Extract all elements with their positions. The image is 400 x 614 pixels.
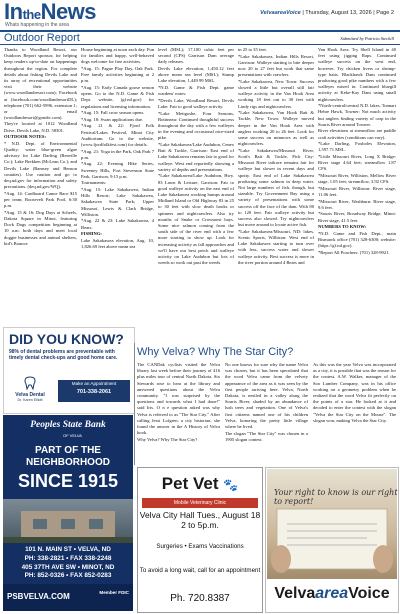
paragraph: Why Velva? Why The Star City?	[137, 436, 198, 442]
paragraph: *Aug. 15: Fall crow season opens.	[81, 110, 145, 116]
paragraph: As this was the year Velva was incorporated as a city, it is possible that was the reason for the contest. A.W. Walker, manager of the Soo Lumber Company, was in his office working on a geometry problem when he realized that the word Velva fit perfectly on the points of a star. He looked at it and decided to enter the contest with the slogan "Velva the Star City on the Mouse". The slogan won, making Velva the Star City.	[313, 362, 396, 423]
bank-phone-1: PH: 338-2821 • FAX 338-2248	[24, 554, 112, 562]
column-divider	[134, 343, 135, 465]
bank-subname: OF VELVA	[63, 433, 82, 438]
bank-addresses	[7, 546, 129, 581]
article-headline: Why Velva? Why The Star City?	[137, 346, 294, 358]
section-rule	[0, 44, 400, 45]
paragraph: *Little Missouri River, Long X Bridge: River stage 4.64 feet; streamflow 1.87 CFS.	[318, 154, 396, 172]
paragraph: *Aug. 18: Swan applications due.	[81, 116, 144, 122]
velva-dental-ad[interactable]	[3, 327, 135, 414]
dental-ad-body: 98% of dental problems are preventable with timely dental check-ups and good home care.	[9, 349, 118, 361]
paragraph: *Aug. 21: Yoga in the Park, Oak Park 7 p.m.	[81, 148, 154, 160]
subhead: FISHING:	[81, 231, 102, 237]
paragraph: *Missouri River, Williston: River stage, 11.06 feet.	[318, 185, 396, 198]
bank-headline-2: SINCE 1915	[17, 471, 119, 491]
velva-dental-logo	[8, 376, 52, 404]
paragraph: *Lake Darling, Foxholes Elevation, 1,597.71 MSL.	[318, 141, 396, 153]
issue-info: VelvaareaVoice | Thursday, August 13, 2026 | Page 2	[260, 10, 394, 16]
paragraph: * N.D. Dept. of Environmental Quality: water blue-green algae advisory for Lake Darling (Renville Co.); Lake Brekken (McLean Co.); and Devils Lake (Ramsey and Benson counties). Use caution and go to deq.nd.gov for information and safety precautions. (deq.nd.gov/WQ).	[4, 140, 77, 190]
paragraph: *Aug. 15: Pague Play Day, Oak Park. Free family activities beginning at 2 p.m.	[81, 66, 154, 84]
paragraph: *Aug. 15: Early Canada goose season opens. Go to the N.D. Game & Fish Dept. website, (gf.nd.gov) for regulations and licensing information.	[81, 85, 154, 109]
paragraph: *Lake Sakakawea/Missouri River, Scott's Bait & Tackle, Pick City: Missouri River tailrace remains fair for walleye but slower in recent days and spotty. East end of Lake Sakakawea producing some salmon in deep water. Not large numbers of fish, though, but sizeable. Try Government Bay using a variety of presentations with some success off the face of the dam. With 80 to 120 feet. Fair walleye activity but success also slowed. Try nightcrawlers but move around to locate active fish.	[238, 147, 314, 228]
paragraph: *Report All Poachers: (701) 328-9921.	[318, 249, 390, 255]
article-column-3	[313, 362, 396, 424]
newspaper-photo	[267, 469, 397, 579]
paragraph: *Missouri River, Washburn: River stage, 9.6 feet.	[318, 198, 396, 210]
velva-ad-slogan: Your right to know is our right to report!	[274, 488, 398, 506]
column-5	[318, 47, 396, 256]
paragraph: *Aug. 14: Cardboard Canoe Race $15 per team; Roosevelt Park Pool, 6:30 p.m.	[4, 190, 77, 209]
section-title: Outdoor Report	[4, 32, 80, 44]
paragraph: *Missouri River, Williston, Mellow River stage, 1.05 feet; streamflow, 3.92 CFS.	[318, 173, 396, 185]
issue-date: | Thursday, August 13, 2026 | Page 2	[302, 10, 394, 16]
paragraph: Van Hook Area. Try Shell Island in 40 feet using jigging Raps. Continued walleye success on the west end, however. Try chicken livers or shrimp-type baits. Blackhawk Dam continued producing good pike numbers with a few walleyes mixed in. Continued bluegill activity at Keke-Kay Dam using small nightcrawlers.	[318, 47, 396, 102]
paragraph: *Lake Sakakawea/Lake Audubon, Hwy. 83 Lawn & Leisure, Garrison: Fair to good walleye activity on the east end of Lake Sakakawea working humps around Midland Island or Old Highway 83 in 25 to 30 feet with slow death hooks or spinners and nightcrawlers. Also try mouths of Snake or Crowsnest bays. Some nice salmon coming from the south side of the river end with a few more starting to show up. Look for increasing activity as fall approaches and we'll have our best perch and walleye activity on Lake Audubon but lots of weeds so work out past the weeds	[158, 173, 234, 266]
column-1	[4, 47, 77, 247]
paragraph: *Aug. 15 & 16: Dog Days at Scheels, Dakota Square in Minot, featuring Dock Dogs competition beginning at 10 a.m. both days and meet local doggie businesses and animal shelters, kid's Bounce	[4, 209, 77, 246]
paragraph: *Lake Sakakawea/Missouri, ND: lakes, Scenic Sports, Williston: West end of Lake Sakakawea starting to turn over with less, success water and slower walleye activity. Best success is more in the river portion around 4 Bears and	[238, 228, 314, 265]
paragraph: *Lake Sakakawea, Van Hook Bait & Tackle, New Town: Walleye moved deeper in the Van Hook Area with anglers working 20 to 26 feet. Look for some success on minnows as well as nightcrawlers.	[238, 110, 314, 147]
paragraph: *N.D. Game & Fish Dept. game wardens' notes:	[158, 85, 234, 97]
dental-appointment-box	[58, 380, 130, 402]
masthead	[0, 0, 400, 30]
dental-phone: 701-338-2061	[76, 389, 112, 395]
bank-website-link[interactable]: PSBVELVA.COM	[7, 592, 70, 601]
fdic-badge: Member FDIC	[99, 590, 129, 595]
paragraph: No one knows for sure why the name Velva was chosen, but it has been speculated that the word Velva came from the velvety appearance of the area as it was seen by the first people arriving here. Velva, North Dakota, is nestled in a valley along the Souris River, shaded by an abundance of lush trees and vegetation. One of Velva's first citizens named one of his children Velva, honoring the pretty little village where he lived.	[225, 362, 308, 430]
bank-address-1: 101 N. MAIN ST • VELVA, ND	[25, 546, 111, 553]
bank-building-icon	[3, 499, 133, 543]
in-the-news-logo: IntheNews	[4, 0, 97, 24]
paragraph: *Lake Sakakawea, New Town: Success slowed a little but overall still fair walleye activity in the Van Hook Area working 18 feet out to 30 feet with Lindy rigs and nightcrawlers.	[238, 78, 314, 109]
column-3	[158, 47, 234, 267]
paragraph: *North-central/central N.D. lakes, Tonnart Hebre Hawk, Towner: Not much activity but anglers finding variety of carp in the Souris River around Towner.	[318, 103, 396, 127]
bank-photo	[3, 499, 133, 543]
pet-vet-note: To avoid a long wait, call for an appointment	[139, 567, 261, 574]
paragraph: *Aug. 21 & 22: Fjord Folk Festival/Lakes Festival, Minot City Auditorium. Go to the website, (www.fjordfolkfest.com) for details.	[81, 123, 154, 147]
tooth-icon	[23, 376, 37, 390]
paragraph: House beginning at noon each day. Fun for families and happy, well-behaved dogs welcome for free activities.	[81, 47, 154, 65]
paragraph: level (MSL); 17,100 cubic feet per second (CFS) Garrison Dam average daily releases.	[158, 47, 234, 65]
bank-footer	[3, 584, 133, 611]
paragraph: The CANDak cyclists visited the Velva library last week before their journey of 416 plus miles tour of central North Dakota. Six Stewards rose to hear at the library and answered questions about the Velva community. "I was surprised by the questions and towards what I had done!" said Iris. O n e question asked was why Velva is referred to as "The Star City." After calling Jessi Lofgren, a city historian, she found the answer in the A History of Velva book.	[137, 362, 220, 436]
paragraph: Thanks to Woodland Resort, our Outdoors Report sponsor, for helping keep readers up-to-date on happenings throughout the region. For complete details about fishing Devils Lake and its array of recreational opportunities visit their website (www.woodlandresort.com); Facebook at (facebook.com/woodlandresortDL); telephone (701) 662-5996, extension 1; or email (woodlandresort@gondtc.com). They're located at 1012 Woodland Drive, Devils Lake, N.D. 58301.	[4, 47, 77, 133]
velva-area-voice-ad[interactable]	[265, 467, 399, 613]
bank-headline-1: PART OF THE NEIGHBORHOOD	[26, 445, 110, 468]
dental-brand: Velva Dental	[15, 392, 45, 398]
paragraph: *Lake Sakakawea, Indian Hills Resort, Garrison: Walleye starting to bite deeper now 20 to 27 feet but work that same presentations with crawlers.	[238, 53, 314, 78]
paragraph: The slogan "The Star City" was chosen in a 1905 slogan contest.	[225, 430, 308, 442]
dental-ad-headline: DID YOU KNOW?	[9, 331, 124, 347]
paragraph: *Aug. 22: Evening Hike Series, Sweeney Hills, Fort Stevenson State Park, Garrison, 9:15 p.m.	[81, 161, 154, 179]
velva-area-voice-logo: VelvaareaVoice	[274, 585, 390, 602]
pet-vet-name: Pet Vet 🐾	[161, 474, 239, 493]
peoples-state-bank-ad[interactable]	[3, 415, 133, 611]
pet-vet-phone: Ph. 720.8387	[170, 593, 230, 604]
paragraph: *Aug. 15: Lake Sakakawea, Indian Hills Resort; Lake Sakakawea, Sakakawea State Park; Upper Missouri, Lewis & Clark Bridge, Williston.	[81, 186, 154, 217]
pet-vet-schedule: Velva City Hall Tues., August 18 2 to 5p.m.	[139, 510, 261, 530]
bank-phone-2: PH: 852-0326 • FAX 852-0283	[24, 572, 112, 580]
bank-address-2: 405 37TH AVE SW • MINOT, ND	[21, 563, 115, 571]
paragraph: *N.D. Game and Fish Dept., main Bismarck office (701) 328-6300; website: (https://gf.nd.gov).	[318, 230, 396, 249]
dental-doctor: Dr. Karen Elliott	[17, 398, 43, 402]
pet-vet-ad[interactable]	[137, 467, 263, 613]
column-2	[81, 47, 154, 251]
paragraph: *Lake Sakakawea/Lake Audubon, Cenex Bait & Tackle, Garrison: East end of Lake Sakakawea remains fair to good for walleye. West end reportedly showing a variety of depths and presentations.	[158, 142, 234, 172]
paragraph: River elevations at streamflow are paddle craft activities (conditions can vary).	[318, 128, 396, 140]
subhead: NUMBERS TO KNOW:	[318, 224, 367, 230]
paragraph: Devils Lake elevation, 1,450.12 feet above mean sea level (MSL); Stump Lake elevation, 1,449.99 MSL.	[158, 66, 234, 84]
article-column-1	[137, 362, 220, 443]
newspaper-hands-icon	[267, 469, 397, 579]
paragraph: *Aug. 22 & 23: Lake Sakakawea, 4 Bears.	[81, 218, 154, 230]
article-column-2	[225, 362, 308, 443]
column-4	[238, 47, 314, 266]
byline: Submitted by Patricia Steckill	[340, 36, 394, 41]
paragraph: *Lake Metigoshe, Four Seasons, Bottineau: Continued thoughtful success throughout the day with a few walleyes in the evening and occasional nice-sized pike.	[158, 110, 234, 141]
paragraph: *Devils Lake, Woodland Resort, Devils Lake: Fair to good walleye activity.	[158, 97, 234, 109]
bank-name: Peoples State Bank	[30, 420, 106, 430]
paragraph: Tournaments:	[81, 180, 107, 186]
pet-vet-banner: Mobile Veterinary Clinic	[142, 498, 258, 508]
dental-appointment-label: Make an Appointment	[71, 381, 117, 386]
pet-vet-services: Surgeries • Exams Vaccinations	[156, 543, 244, 550]
paw-icon: 🐾	[223, 478, 239, 492]
paragraph: *Souris River, Broadway Bridge, Minot: River stage, 41.5 feet.	[318, 211, 396, 223]
subhead: OUTDOOR NOTES:	[4, 134, 46, 140]
paragraph: Lake Sakakawea elevation, Aug. 10, 1,826.69 feet above mean sea	[81, 237, 154, 249]
paragraph: in 25 to 35 feet.	[238, 47, 267, 52]
masthead-tagline: Whats happening in the area	[5, 22, 69, 28]
